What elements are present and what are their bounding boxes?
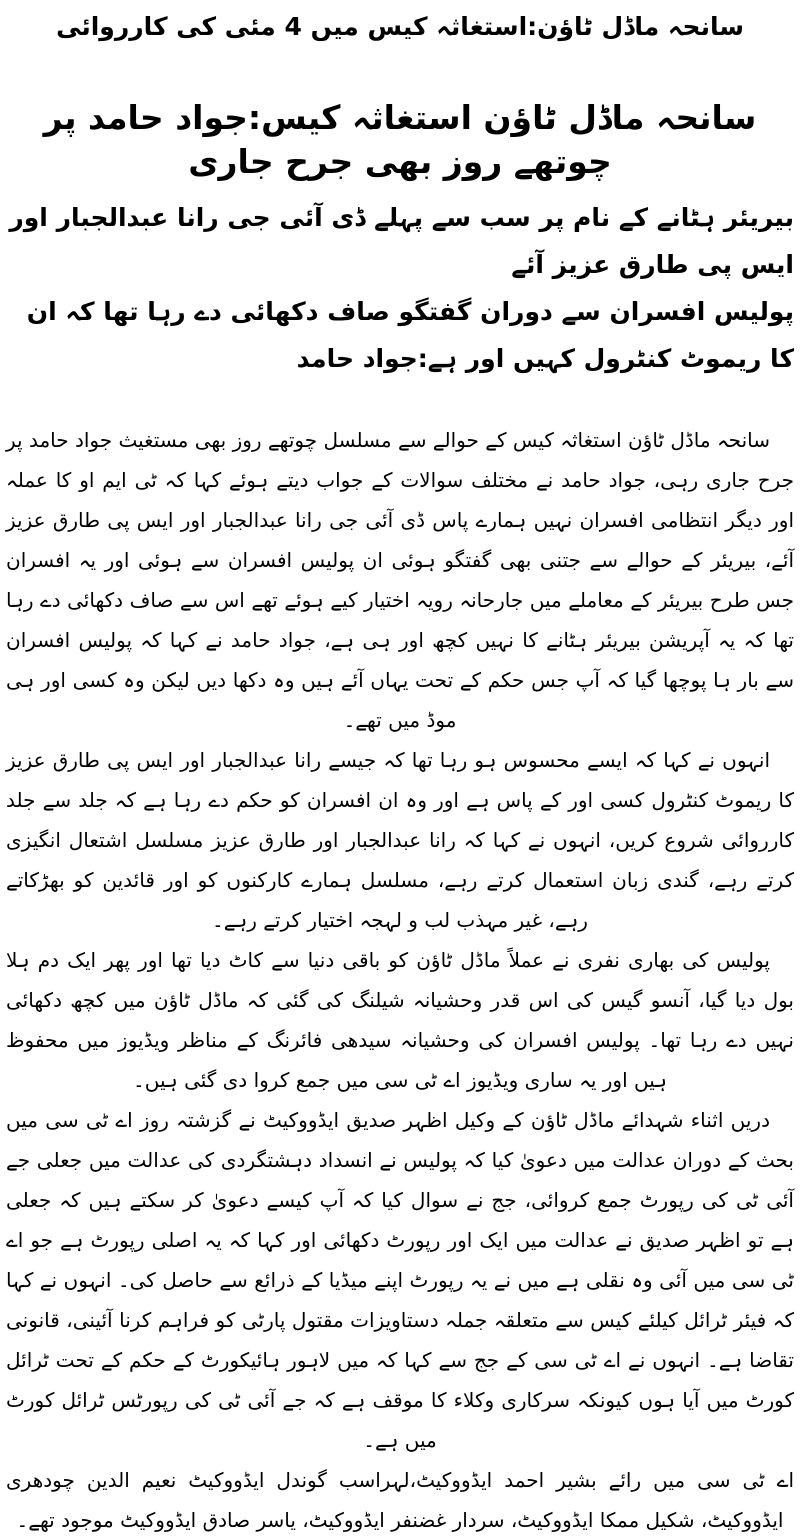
paragraph-2: انہوں نے کہا کہ ایسے محسوس ہو رہا تھا کہ جیسے رانا عبدالجبار اور ایس پی طارق عزیز کا ریموٹ کنٹرول کسی اور کے پاس ہے اور وہ ان افسران کو حکم دے رہا ہے کہ جلد سے جلد کارروائی شروع کریں، انہوں نے کہا کہ رانا عبدالجبار اور طارق عزیز مسلسل اشتعال انگیزی کرتے رہے، گندی زبان استعمال کرتے رہے، مسلسل ہمارے کارکنوں کو اور قائدین کو بھڑکاتے رہے، غیر مہذب لب و لہجہ اختیار کرتے رہے۔ [6, 748, 794, 932]
paragraph-3: پولیس کی بھاری نفری نے عملاً ماڈل ٹاؤن کو باقی دنیا سے کاٹ دیا تھا اور پھر ایک دم ہلا بول دیا گیا، آنسو گیس کی اس قدر وحشیانہ شیلنگ کی گئی کہ ماڈل ٹاؤن میں کچھ دکھائی نہیں دے رہا تھا۔ پولیس افسران کی وحشیانہ سیدھی فائرنگ کے مناظر ویڈیوز میں محفوظ ہیں اور یہ ساری ویڈیوز اے ٹی سی میں جمع کروا دی گئی ہیں۔ [6, 948, 794, 1092]
paragraph-1: سانحہ ماڈل ٹاؤن استغاثہ کیس کے حوالے سے مسلسل چوتھے روز بھی مستغیث جواد حامد پر جرح جاری رہی، جواد حامد نے مختلف سوالات کے جواب دیتے ہوئے کہا کہ ٹی ایم او کا عملہ اور دیگر انتظامی افسران نہیں ہمارے پاس ڈی آئی جی رانا عبدالجبار اور ایس پی طارق عزیز آئے، بیریئر کے حوالے سے جتنی بھی گفتگو ہوئی ان پولیس افسران سے ہوئی اور یہ افسران جس طرح بیریئر کے معاملے میں جارحانہ رویہ اختیار کیے ہوئے تھے اس سے صاف دکھائی دے رہا تھا کہ یہ آپریشن بیریئر ہٹانے کا نہیں کچھ اور ہی ہے، جواد حامد نے کہا کہ پولیس افسران سے بار ہا پوچھا گیا کہ آپ جس حکم کے تحت یہاں آئے ہیں وہ دکھا دیں لیکن وہ کسی اور ہی موڈ میں تھے۔ [5, 428, 794, 732]
paragraph-4: دریں اثناء شہدائے ماڈل ٹاؤن کے وکیل اظہر صدیق ایڈووکیٹ نے گزشتہ روز اے ٹی سی میں بحث کے دوران عدالت میں دعویٰ کیا کہ پولیس نے انسداد دہشتگردی کی عدالت میں جعلی جے آئی ٹی کی رپورٹ جمع کروائی، جج نے سوال کیا کہ آپ کیسے دعویٰ کر سکتے ہیں کہ جعلی ہے تو اظہر صدیق نے عدالت میں ایک اور رپورٹ دکھائی اور کہا کہ یہ اصلی رپورٹ ہے جو اے ٹی سی میں آئی وہ نقلی ہے میں نے یہ رپورٹ اپنے میڈیا کے ذرائع سے حاصل کی۔ انہوں نے کہا کہ فیئر ٹرائل کیلئے کیس سے متعلقہ جملہ دستاویزات مقتول پارٹی کو فراہم کرنا آئینی، قانونی تقاضا ہے۔ انہوں نے اے ٹی سی کے جج سے کہا کہ میں لاہور ہائیکورٹ کے حکم کے تحت ٹرائل کورٹ میں آیا ہوں کیونکہ سرکاری وکلاء کا موقف ہے کہ جے آئی ٹی کی رپورٹس ٹرائل کورٹ میں ہے۔ [6, 1108, 794, 1452]
kicker-headline: سانحہ ماڈل ٹاؤن:استغاثہ کیس میں 4 مئی کی کارروائی [56, 12, 744, 41]
paragraph-5: اے ٹی سی میں رائے بشیر احمد ایڈووکیٹ،لہراسب گوندل ایڈووکیٹ نعیم الدین چودھری ایڈووکیٹ، شکیل ممکا ایڈووکیٹ، سردار غضنفر ایڈووکیٹ، یاسر صادق ایڈووکیٹ موجود تھے۔ [6, 1468, 794, 1532]
subheadlines-block [6, 194, 794, 382]
main-headline: سانحہ ماڈل ٹاؤن استغاثہ کیس:جواد حامد پر چوتھے روز بھی جرح جاری [43, 98, 757, 181]
subheadline-2: پولیس افسران سے دوران گفتگو صاف دکھائی دے رہا تھا کہ ان کا ریموٹ کنٹرول کہیں اور ہے:جواد حامد [26, 297, 794, 373]
article-body [6, 420, 794, 1540]
subheadline-1: بیریئر ہٹانے کے نام پر سب سے پہلے ڈی آئی جی رانا عبدالجبار اور ایس پی طارق عزیز آئے [9, 203, 794, 279]
